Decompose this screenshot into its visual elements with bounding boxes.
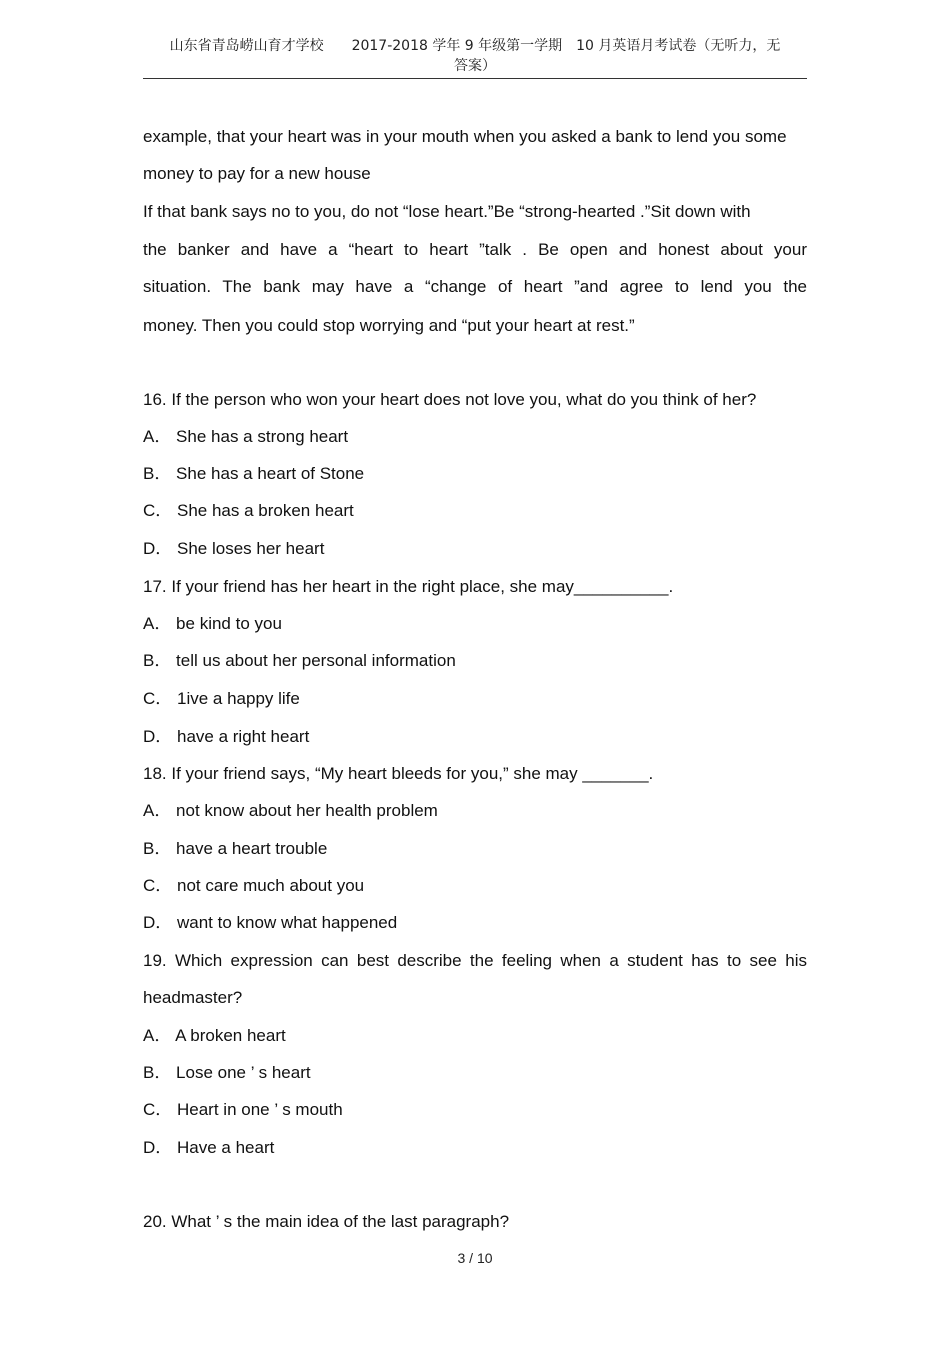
option-b: B． tell us about her personal information [143,651,456,670]
question-stem: 16. If the person who won your heart does not love you, what do you think of her? [143,390,757,409]
page-number: 3 / 10 [457,1250,493,1266]
header-title-line1: 山东省青岛崂山育才学校 2017-2018 学年 9 年级第一学期 10 月英语月考试卷（无听力，无 [169,38,781,54]
question-stem: 17. If your friend has her heart in the right place, she may__________. [143,577,674,596]
option-a: A． be kind to you [143,614,282,633]
passage-line: the banker and have a “heart to heart ”talk . Be open and honest about your [143,240,807,259]
option-a: A． not know about her health problem [143,801,438,820]
option-b: B． She has a heart of Stone [143,464,365,483]
passage-line: situation. The bank may have a “change of heart ”and agree to lend you the [143,277,807,296]
passage-line: money. Then you could stop worrying and “put your heart at rest.” [143,316,635,335]
option-d: D． Have a heart [143,1138,275,1157]
option-d: D． She loses her heart [143,539,325,558]
question-stem: 18. If your friend says, “My heart bleeds for you,” she may _______. [143,764,654,783]
passage-line: money to pay for a new house [143,164,371,183]
header-rule [143,78,807,79]
option-c: C． Heart in one ’ s mouth [143,1100,343,1119]
header-title-line2: 答案） [454,58,496,74]
option-a: A． A broken heart [143,1026,286,1045]
question-stem-continued: headmaster? [143,988,243,1007]
option-b: B． have a heart trouble [143,839,328,858]
question-stem: 20. What ’ s the main idea of the last paragraph? [143,1212,510,1231]
option-c: C． 1ive a happy life [143,689,300,708]
option-c: C． not care much about you [143,876,365,895]
option-a: A． She has a strong heart [143,427,349,446]
option-d: D． want to know what happened [143,913,398,932]
option-d: D． have a right heart [143,727,310,746]
option-c: C． She has a broken heart [143,501,354,520]
question-stem: 19. Which expression can best describe the feeling when a student has to see his [143,951,807,970]
option-b: B． Lose one ’ s heart [143,1063,311,1082]
passage-line: If that bank says no to you, do not “lose heart.”Be “strong-hearted .”Sit down with [143,202,751,221]
page-header [143,36,807,76]
passage-line: example, that your heart was in your mouth when you asked a bank to lend you some [143,127,787,146]
